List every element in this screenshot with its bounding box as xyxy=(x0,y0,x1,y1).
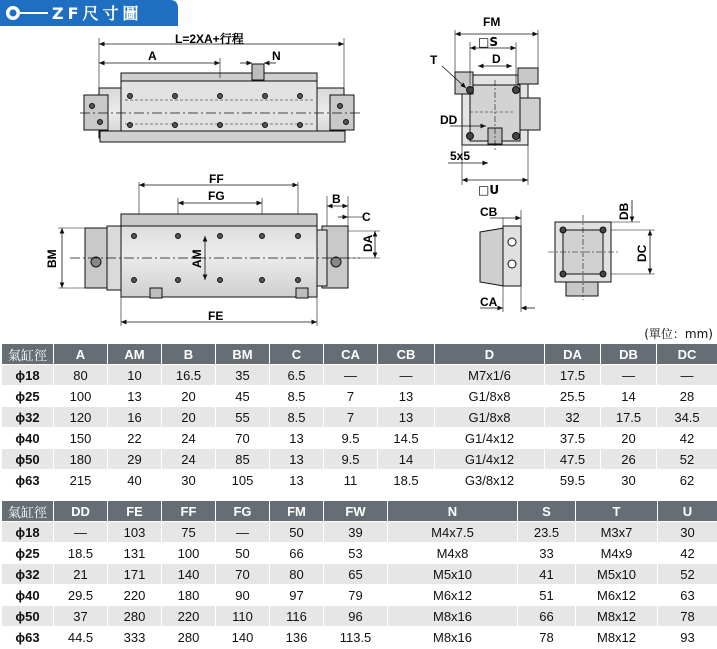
column-header: BM xyxy=(216,344,270,365)
table-cell: 18.5 xyxy=(378,470,435,491)
table-cell: 280 xyxy=(108,606,162,627)
table-cell: 34.5 xyxy=(657,407,717,428)
label-C: C xyxy=(362,210,371,224)
table-cell: G1/8x8 xyxy=(435,386,545,407)
bore-size-cell: ϕ40 xyxy=(2,428,54,449)
table-cell: 100 xyxy=(54,386,108,407)
table-2-header-row xyxy=(2,501,717,522)
table-cell: 90 xyxy=(216,585,270,606)
table-cell: 140 xyxy=(216,627,270,648)
table-cell: 103 xyxy=(108,522,162,543)
table-cell: 13 xyxy=(378,386,435,407)
column-header: 氣缸徑 xyxy=(2,501,54,522)
column-header: CB xyxy=(378,344,435,365)
table-cell: 17.5 xyxy=(601,407,657,428)
table-cell: G1/8x8 xyxy=(435,407,545,428)
table-cell: M4x9 xyxy=(576,543,658,564)
table-cell: 131 xyxy=(108,543,162,564)
table-cell: 24 xyxy=(162,428,216,449)
label-FE: FE xyxy=(208,309,224,323)
table-cell: 45 xyxy=(216,386,270,407)
table-cell: 29.5 xyxy=(54,585,108,606)
column-header: FW xyxy=(324,501,388,522)
table-row xyxy=(2,428,717,449)
table-row xyxy=(2,564,717,585)
table-row xyxy=(2,407,717,428)
table-cell: 140 xyxy=(162,564,216,585)
table-cell: 18.5 xyxy=(54,543,108,564)
table-cell: 28 xyxy=(657,386,717,407)
table-cell: 55 xyxy=(216,407,270,428)
table-cell: 17.5 xyxy=(545,365,601,386)
table-cell: 93 xyxy=(658,627,717,648)
label-CB: CB xyxy=(480,205,498,219)
table-row xyxy=(2,386,717,407)
table-cell: 30 xyxy=(658,522,717,543)
label-DA: DA xyxy=(361,234,375,252)
table-cell: 13 xyxy=(270,470,324,491)
table-cell: 32 xyxy=(545,407,601,428)
label-T: T xyxy=(430,53,438,67)
table-cell: 30 xyxy=(601,470,657,491)
table-row xyxy=(2,627,717,648)
table-row xyxy=(2,470,717,491)
table-cell: 44.5 xyxy=(54,627,108,648)
label-U: □U xyxy=(478,183,500,197)
column-header: S xyxy=(518,501,576,522)
table-cell: M6x12 xyxy=(388,585,518,606)
table-cell: 24 xyxy=(162,449,216,470)
table-cell: 13 xyxy=(270,449,324,470)
bore-size-cell: ϕ18 xyxy=(2,522,54,543)
table-cell: M8x16 xyxy=(388,627,518,648)
table-cell: 42 xyxy=(657,428,717,449)
table-cell: 80 xyxy=(54,365,108,386)
column-header: FE xyxy=(108,501,162,522)
bore-size-cell: ϕ25 xyxy=(2,386,54,407)
table-cell: 14.5 xyxy=(378,428,435,449)
table-cell: 30 xyxy=(162,470,216,491)
table-cell: 97 xyxy=(270,585,324,606)
table-cell: M5x10 xyxy=(388,564,518,585)
table-cell: G3/8x12 xyxy=(435,470,545,491)
label-FG: FG xyxy=(208,189,225,203)
table-cell: 6.5 xyxy=(270,365,324,386)
column-header: AM xyxy=(108,344,162,365)
label-A: A xyxy=(148,49,157,63)
label-5x5: 5x5 xyxy=(450,149,471,163)
table-cell: 13 xyxy=(270,428,324,449)
table-cell: 14 xyxy=(601,386,657,407)
bore-size-cell: ϕ32 xyxy=(2,564,54,585)
table-cell: 180 xyxy=(162,585,216,606)
table-cell: 150 xyxy=(54,428,108,449)
table-row xyxy=(2,522,717,543)
dimension-table-1 xyxy=(1,343,717,491)
label-CA: CA xyxy=(480,295,498,309)
table-cell: M8x16 xyxy=(388,606,518,627)
table-cell: 220 xyxy=(162,606,216,627)
table-row xyxy=(2,585,717,606)
table-cell: M5x10 xyxy=(576,564,658,585)
table-1-header-row xyxy=(2,344,717,365)
table-cell: — xyxy=(54,522,108,543)
table-cell: 120 xyxy=(54,407,108,428)
table-cell: 105 xyxy=(216,470,270,491)
table-cell: 66 xyxy=(518,606,576,627)
table-cell: M4x8 xyxy=(388,543,518,564)
unit-note: (單位：mm) xyxy=(644,327,713,341)
column-header: 氣缸徑 xyxy=(2,344,54,365)
table-cell: 53 xyxy=(324,543,388,564)
table-cell: 10 xyxy=(108,365,162,386)
table-cell: 20 xyxy=(601,428,657,449)
table-cell: 47.5 xyxy=(545,449,601,470)
table-row xyxy=(2,606,717,627)
table-cell: 9.5 xyxy=(324,449,378,470)
bore-size-cell: ϕ63 xyxy=(2,627,54,648)
table-cell: 39 xyxy=(324,522,388,543)
table-cell: — xyxy=(378,365,435,386)
table-cell: 215 xyxy=(54,470,108,491)
bore-size-cell: ϕ18 xyxy=(2,365,54,386)
table-cell: — xyxy=(657,365,717,386)
table-cell: 52 xyxy=(658,564,717,585)
table-cell: 13 xyxy=(378,407,435,428)
table-cell: G1/4x12 xyxy=(435,449,545,470)
label-L: L=2XA+行程 xyxy=(175,32,244,46)
table-cell: 41 xyxy=(518,564,576,585)
table-cell: 22 xyxy=(108,428,162,449)
table-cell: 33 xyxy=(518,543,576,564)
table-cell: 171 xyxy=(108,564,162,585)
table-cell: 25.5 xyxy=(545,386,601,407)
table-cell: 23.5 xyxy=(518,522,576,543)
table-cell: 220 xyxy=(108,585,162,606)
table-cell: M6x12 xyxy=(576,585,658,606)
table-row xyxy=(2,365,717,386)
table-cell: 21 xyxy=(54,564,108,585)
column-header: DB xyxy=(601,344,657,365)
table-cell: 96 xyxy=(324,606,388,627)
table-cell: 29 xyxy=(108,449,162,470)
table-cell: 59.5 xyxy=(545,470,601,491)
table-cell: 35 xyxy=(216,365,270,386)
table-cell: 63 xyxy=(658,585,717,606)
table-cell: 7 xyxy=(324,407,378,428)
table-cell: 40 xyxy=(108,470,162,491)
table-cell: 62 xyxy=(657,470,717,491)
table-cell: M7x1/6 xyxy=(435,365,545,386)
table-cell: 180 xyxy=(54,449,108,470)
label-AM: AM xyxy=(190,249,204,268)
table-cell: 100 xyxy=(162,543,216,564)
table-cell: 85 xyxy=(216,449,270,470)
label-N: N xyxy=(272,49,281,63)
table-cell: — xyxy=(216,522,270,543)
table-cell: 50 xyxy=(270,522,324,543)
table-cell: 78 xyxy=(658,606,717,627)
table-cell: 116 xyxy=(270,606,324,627)
bore-size-cell: ϕ50 xyxy=(2,606,54,627)
table-cell: 78 xyxy=(518,627,576,648)
dimension-table-2 xyxy=(1,500,717,648)
label-BM: BM xyxy=(45,249,59,268)
table-cell: 70 xyxy=(216,564,270,585)
bore-size-cell: ϕ32 xyxy=(2,407,54,428)
table-cell: — xyxy=(601,365,657,386)
label-S: □S xyxy=(478,35,498,49)
table-cell: 51 xyxy=(518,585,576,606)
table-cell: M3x7 xyxy=(576,522,658,543)
table-cell: 42 xyxy=(658,543,717,564)
table-cell: 16.5 xyxy=(162,365,216,386)
column-header: DA xyxy=(545,344,601,365)
table-cell: 113.5 xyxy=(324,627,388,648)
label-DC: DC xyxy=(635,244,649,262)
table-cell: 65 xyxy=(324,564,388,585)
label-DD: DD xyxy=(440,113,458,127)
column-header: D xyxy=(435,344,545,365)
table-cell: 37 xyxy=(54,606,108,627)
label-B: B xyxy=(332,192,341,206)
table-cell: 7 xyxy=(324,386,378,407)
column-header: U xyxy=(658,501,717,522)
bore-size-cell: ϕ50 xyxy=(2,449,54,470)
table-cell: 110 xyxy=(216,606,270,627)
table-row xyxy=(2,449,717,470)
table-cell: 9.5 xyxy=(324,428,378,449)
label-DB: DB xyxy=(617,202,631,220)
column-header: DC xyxy=(657,344,717,365)
table-cell: — xyxy=(324,365,378,386)
table-cell: M8x12 xyxy=(576,606,658,627)
table-cell: 14 xyxy=(378,449,435,470)
bore-size-cell: ϕ40 xyxy=(2,585,54,606)
table-cell: 75 xyxy=(162,522,216,543)
table-cell: 11 xyxy=(324,470,378,491)
table-cell: 333 xyxy=(108,627,162,648)
column-header: B xyxy=(162,344,216,365)
table-cell: 26 xyxy=(601,449,657,470)
bore-size-cell: ϕ25 xyxy=(2,543,54,564)
column-header: FG xyxy=(216,501,270,522)
table-row xyxy=(2,543,717,564)
table-cell: 8.5 xyxy=(270,386,324,407)
table-cell: M8x12 xyxy=(576,627,658,648)
table-cell: M4x7.5 xyxy=(388,522,518,543)
column-header: T xyxy=(576,501,658,522)
table-cell: 136 xyxy=(270,627,324,648)
column-header: C xyxy=(270,344,324,365)
label-D: D xyxy=(492,52,501,66)
column-header: FF xyxy=(162,501,216,522)
column-header: FM xyxy=(270,501,324,522)
table-cell: 37.5 xyxy=(545,428,601,449)
table-cell: 20 xyxy=(162,407,216,428)
label-FF: FF xyxy=(209,172,224,186)
top-view-drawing xyxy=(80,38,360,142)
table-cell: 280 xyxy=(162,627,216,648)
column-header: CA xyxy=(324,344,378,365)
column-header: N xyxy=(388,501,518,522)
table-cell: 8.5 xyxy=(270,407,324,428)
table-cell: 79 xyxy=(324,585,388,606)
bore-size-cell: ϕ63 xyxy=(2,470,54,491)
table-cell: 20 xyxy=(162,386,216,407)
table-cell: 66 xyxy=(270,543,324,564)
label-FM: FM xyxy=(483,15,501,29)
table-cell: 13 xyxy=(108,386,162,407)
column-header: A xyxy=(54,344,108,365)
column-header: DD xyxy=(54,501,108,522)
table-cell: 50 xyxy=(216,543,270,564)
table-cell: 52 xyxy=(657,449,717,470)
banner-title: ZF尺寸圖 xyxy=(52,4,143,23)
table-cell: 16 xyxy=(108,407,162,428)
table-cell: G1/4x12 xyxy=(435,428,545,449)
table-cell: 80 xyxy=(270,564,324,585)
table-cell: 70 xyxy=(216,428,270,449)
